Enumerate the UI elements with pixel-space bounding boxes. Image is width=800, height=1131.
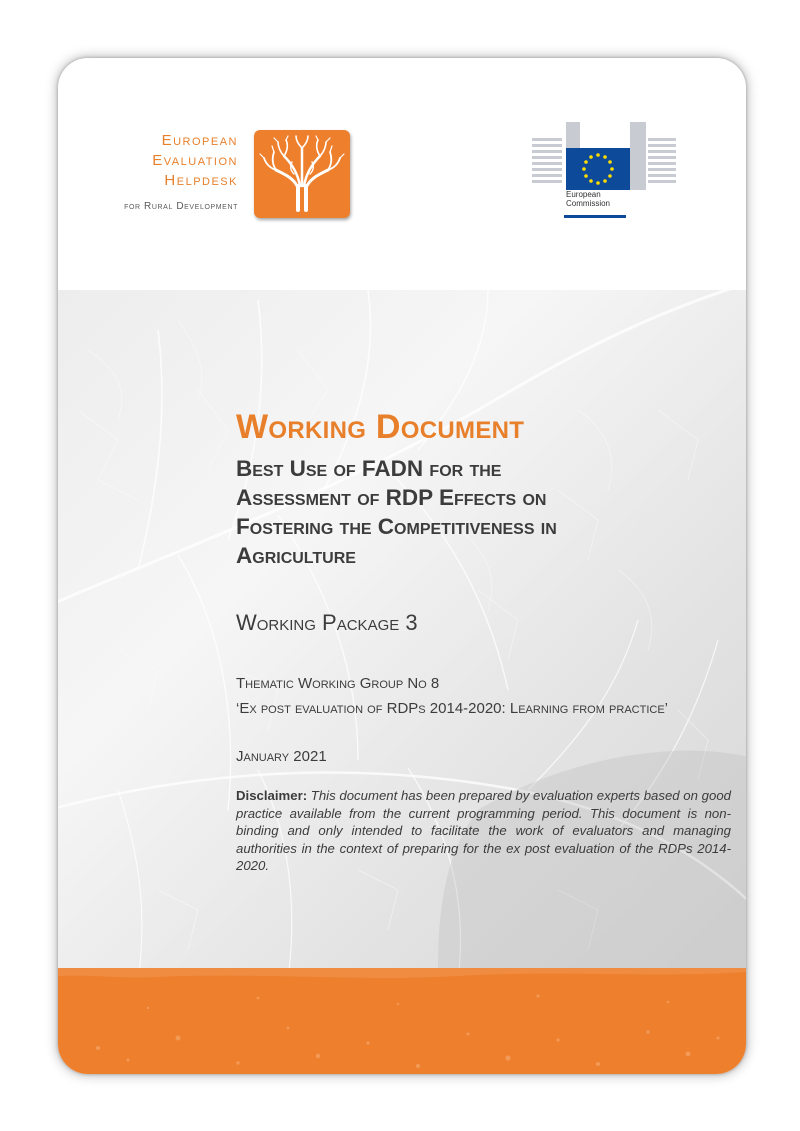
ec-logo-label-line1: European — [566, 190, 601, 199]
working-package: Working Package 3 — [236, 610, 418, 635]
eeh-logo-line3: Helpdesk — [164, 172, 238, 189]
ec-logo-label — [566, 190, 610, 208]
footer-texture — [58, 968, 746, 1074]
document-title-line: Agriculture — [236, 543, 356, 568]
tree-logo-icon — [254, 130, 350, 218]
document-title — [236, 454, 736, 570]
ec-logo-underline — [564, 215, 626, 218]
disclaimer-label: Disclaimer: — [236, 788, 308, 803]
cover-page — [58, 58, 746, 1074]
document-title-line: Fostering the Competitiveness in — [236, 514, 557, 539]
document-date: January 2021 — [236, 748, 327, 765]
ec-logo-label-line2: Commission — [566, 199, 611, 208]
thematic-working-group: Thematic Working Group No 8 — [236, 675, 440, 692]
document-title-line: Best Use of FADN for the — [236, 456, 502, 481]
eeh-logo-subline: for Rural Development — [124, 201, 238, 212]
header — [58, 58, 746, 290]
eeh-logo-text — [152, 131, 238, 191]
document-type-label: Working Document — [236, 408, 525, 446]
disclaimer-text: This document has been prepared by evaluation experts based on good practice available from the current programming period. This document is non-binding and only intended to facilitate the work of evaluators and managing authorities in the context of preparing for the ex post evaluation of the RDPs 2014-2020. — [236, 788, 731, 873]
orange-footer-band — [58, 968, 746, 1074]
thematic-working-group-subtitle: ‘Ex post evaluation of RDPs 2014-2020: Learning from practice’ — [236, 700, 668, 717]
eeh-logo-line2: Evaluation — [152, 152, 238, 169]
disclaimer — [236, 787, 731, 875]
document-title-line: Assessment of RDP Effects on — [236, 485, 547, 510]
title-block — [236, 408, 736, 875]
eeh-logo-line1: European — [161, 132, 238, 149]
